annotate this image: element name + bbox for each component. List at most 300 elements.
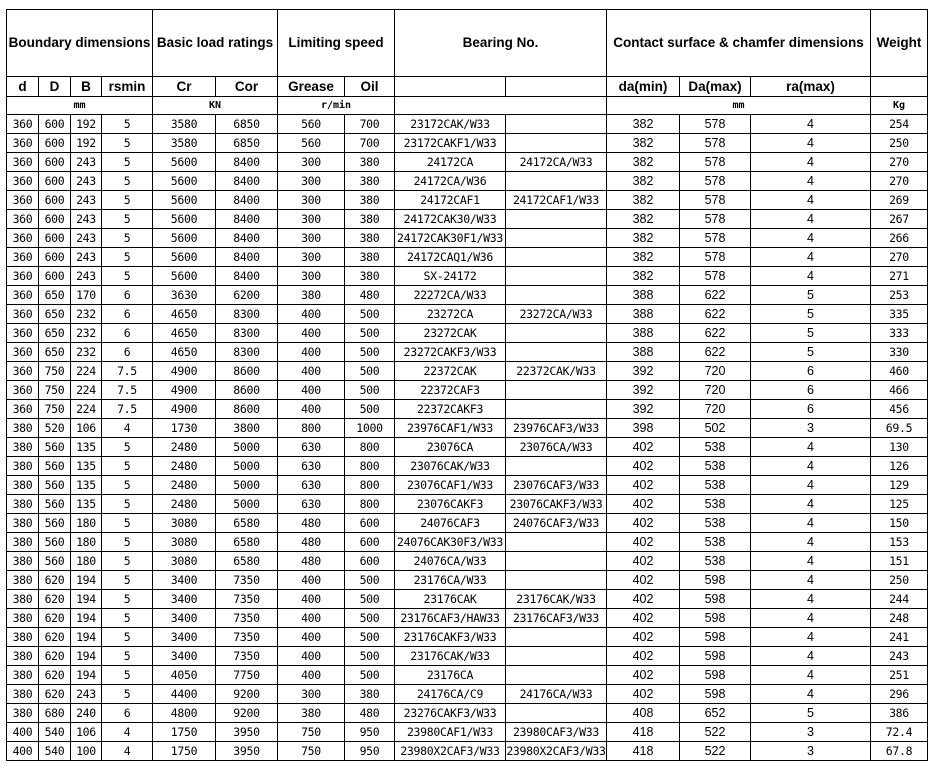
table-cell: 7350 [216,590,278,609]
table-cell: 400 [278,609,345,628]
table-cell: 3400 [153,628,216,647]
table-cell: 300 [278,685,345,704]
table-cell: 8400 [216,267,278,286]
table-cell: 360 [7,172,39,191]
table-cell: 460 [871,362,928,381]
table-cell [506,457,607,476]
table-cell: 266 [871,229,928,248]
table-cell: 400 [278,305,345,324]
table-cell: 600 [39,210,71,229]
table-cell: 4 [751,666,871,685]
table-cell: 456 [871,400,928,419]
table-cell: 180 [71,533,102,552]
table-cell: 600 [345,514,395,533]
table-cell: 650 [39,305,71,324]
table-cell: 380 [7,628,39,647]
table-cell: 23076CAKF3/W33 [506,495,607,514]
table-cell: 388 [607,324,680,343]
table-cell: 248 [871,609,928,628]
table-cell: 538 [680,438,751,457]
unit-contact: mm [607,97,871,115]
table-cell: 150 [871,514,928,533]
table-cell: 4 [751,628,871,647]
unit-load: KN [153,97,278,115]
table-cell: 4650 [153,324,216,343]
table-cell: 8300 [216,305,278,324]
table-cell: 750 [278,723,345,742]
table-cell: 300 [278,248,345,267]
table-cell: 578 [680,172,751,191]
table-cell: 24172CAF1/W33 [506,191,607,210]
table-row [7,267,928,286]
table-cell: 194 [71,609,102,628]
table-row [7,533,928,552]
table-cell: 382 [607,210,680,229]
table-cell: 402 [607,514,680,533]
bearing-spec-table [6,9,928,761]
table-row [7,609,928,628]
table-cell: 170 [71,286,102,305]
table-cell: 578 [680,153,751,172]
table-cell: 5 [751,704,871,723]
table-cell: 6850 [216,134,278,153]
table-cell: 620 [39,590,71,609]
table-cell: 8300 [216,343,278,362]
table-cell: 23980CAF3/W33 [506,723,607,742]
table-cell: 800 [278,419,345,438]
table-cell: 392 [607,400,680,419]
table-cell: 8600 [216,381,278,400]
table-cell: 23176CA [395,666,506,685]
table-cell: 241 [871,628,928,647]
table-cell: 630 [278,438,345,457]
table-cell: 538 [680,552,751,571]
table-cell [506,628,607,647]
table-cell: 4900 [153,400,216,419]
table-cell: 400 [278,362,345,381]
table-cell: 23076CA/W33 [506,438,607,457]
table-cell: 380 [345,191,395,210]
boundary-dimensions-header: Boundary dimensions [7,10,153,77]
table-cell: 23176CAF3/W33 [506,609,607,628]
table-cell: 380 [7,552,39,571]
table-cell: 23176CAKF3/W33 [395,628,506,647]
table-cell: 7350 [216,647,278,666]
table-cell: 380 [345,267,395,286]
table-row [7,153,928,172]
table-cell: 69.5 [871,419,928,438]
table-cell: 4 [751,476,871,495]
table-cell: 5 [102,647,153,666]
table-cell: 23272CA [395,305,506,324]
table-cell: 4 [751,609,871,628]
table-cell: 418 [607,742,680,761]
table-cell: 400 [278,324,345,343]
table-cell: 600 [39,191,71,210]
table-row [7,666,928,685]
table-row [7,248,928,267]
table-cell: 4 [751,552,871,571]
table-cell: 5 [102,476,153,495]
table-cell: 5600 [153,267,216,286]
table-cell: 538 [680,476,751,495]
table-cell: 24176CA/W33 [506,685,607,704]
table-cell: 598 [680,609,751,628]
table-cell: 380 [7,495,39,514]
table-cell: 382 [607,134,680,153]
table-cell: 680 [39,704,71,723]
table-row [7,210,928,229]
table-cell: 5 [102,628,153,647]
table-cell: 129 [871,476,928,495]
table-cell: 3080 [153,533,216,552]
table-cell: 23076CA [395,438,506,457]
table-cell: 380 [7,647,39,666]
table-cell: 560 [39,533,71,552]
table-cell: 6 [102,324,153,343]
table-cell: 800 [345,495,395,514]
table-cell: 270 [871,248,928,267]
table-cell: 300 [278,229,345,248]
table-cell: 23272CA/W33 [506,305,607,324]
col-cor: Cor [216,77,278,97]
table-row [7,590,928,609]
table-cell: 540 [39,723,71,742]
table-cell: 3 [751,742,871,761]
table-cell: 3630 [153,286,216,305]
table-cell: 23176CAF3/HAW33 [395,609,506,628]
col-grease: Grease [278,77,345,97]
table-cell: 22272CA/W33 [395,286,506,305]
table-cell [506,267,607,286]
table-cell: 5 [102,571,153,590]
table-cell: 243 [71,210,102,229]
table-cell: 23272CAK [395,324,506,343]
table-cell: 3400 [153,571,216,590]
table-cell: 224 [71,400,102,419]
table-cell: 750 [39,381,71,400]
table-cell: 620 [39,609,71,628]
table-cell: 380 [7,533,39,552]
table-cell: 560 [39,476,71,495]
table-cell: 7.5 [102,400,153,419]
table-cell: 402 [607,685,680,704]
table-cell: 5 [102,609,153,628]
unit-bearing [395,97,607,115]
table-cell: 382 [607,229,680,248]
table-cell: 22372CAKF3 [395,400,506,419]
table-cell: 560 [278,115,345,134]
table-cell: 598 [680,590,751,609]
table-cell: 600 [39,134,71,153]
unit-speed: r/min [278,97,395,115]
table-cell: 360 [7,153,39,172]
table-cell: 4 [751,248,871,267]
table-cell: 578 [680,267,751,286]
table-cell: 6580 [216,552,278,571]
table-cell: 8600 [216,400,278,419]
table-cell: 5 [751,324,871,343]
table-cell: 4 [102,419,153,438]
table-cell: 388 [607,286,680,305]
table-cell: 720 [680,381,751,400]
table-cell: 480 [278,552,345,571]
table-cell: 750 [39,400,71,419]
table-cell [506,647,607,666]
table-cell: 72.4 [871,723,928,742]
table-cell: 380 [7,476,39,495]
table-row [7,343,928,362]
table-cell: 8400 [216,191,278,210]
table-cell: 380 [278,704,345,723]
table-cell: 522 [680,742,751,761]
table-cell: 360 [7,210,39,229]
table-cell: 67.8 [871,742,928,761]
table-cell: 538 [680,514,751,533]
table-cell: 6580 [216,533,278,552]
table-cell: 24176CA/C9 [395,685,506,704]
table-cell: 5600 [153,210,216,229]
table-cell: 400 [278,571,345,590]
table-cell: 622 [680,324,751,343]
basic-load-ratings-header: Basic load ratings [153,10,278,77]
table-cell: 380 [278,286,345,305]
table-cell: 600 [39,229,71,248]
table-cell: 24172CAQ1/W36 [395,248,506,267]
table-cell [506,400,607,419]
table-cell: 380 [345,685,395,704]
table-cell: 600 [39,153,71,172]
col-cr: Cr [153,77,216,97]
table-cell: 598 [680,647,751,666]
table-cell: 130 [871,438,928,457]
table-cell: 500 [345,362,395,381]
table-cell: 578 [680,134,751,153]
table-cell: 538 [680,495,751,514]
table-cell: 578 [680,248,751,267]
table-cell: 500 [345,571,395,590]
table-cell: 8400 [216,229,278,248]
table-cell: 2480 [153,438,216,457]
table-row [7,571,928,590]
table-cell: 380 [7,704,39,723]
table-cell: 800 [345,457,395,476]
table-cell: 300 [278,210,345,229]
table-cell: 6 [102,704,153,723]
table-cell: 950 [345,742,395,761]
table-cell: 254 [871,115,928,134]
table-cell: 232 [71,343,102,362]
table-cell: 540 [39,742,71,761]
table-cell: 8400 [216,172,278,191]
table-cell: 620 [39,666,71,685]
table-cell: 4900 [153,381,216,400]
table-cell: 4050 [153,666,216,685]
table-cell: 4400 [153,685,216,704]
table-cell: 700 [345,115,395,134]
table-cell: 243 [871,647,928,666]
table-cell: 6 [102,286,153,305]
col-rsmin: rsmin [102,77,153,97]
table-cell: 600 [39,172,71,191]
table-cell: 620 [39,685,71,704]
table-cell [506,172,607,191]
table-cell: 24172CAK30F1/W33 [395,229,506,248]
table-cell: 8400 [216,153,278,172]
col-weight [871,77,928,97]
table-cell: 4 [751,172,871,191]
table-cell: 4 [751,495,871,514]
table-cell: 5 [102,229,153,248]
table-cell: 106 [71,419,102,438]
table-cell: 400 [278,647,345,666]
table-cell: 360 [7,115,39,134]
sub-header-row [7,77,928,97]
table-cell [506,210,607,229]
table-row [7,514,928,533]
table-row [7,457,928,476]
table-cell: 22372CAK [395,362,506,381]
table-row [7,134,928,153]
table-cell: 700 [345,134,395,153]
table-cell: 402 [607,647,680,666]
table-cell: 750 [39,362,71,381]
table-cell: 270 [871,153,928,172]
table-cell: 4 [751,514,871,533]
table-cell: 23172CAKF1/W33 [395,134,506,153]
table-cell: 5 [102,438,153,457]
table-cell: 620 [39,571,71,590]
table-cell: 560 [39,552,71,571]
table-cell: 5000 [216,438,278,457]
table-cell: 800 [345,438,395,457]
table-cell: 380 [7,419,39,438]
table-cell: 360 [7,362,39,381]
table-cell: 9200 [216,704,278,723]
table-cell: 335 [871,305,928,324]
table-cell: 382 [607,191,680,210]
table-cell: 3080 [153,552,216,571]
table-cell: 5600 [153,191,216,210]
table-cell: 7.5 [102,362,153,381]
table-cell: 386 [871,704,928,723]
table-cell [506,666,607,685]
table-cell: 402 [607,533,680,552]
table-cell: 5 [102,134,153,153]
table-cell: 4 [751,590,871,609]
table-cell: 380 [345,172,395,191]
table-cell: 23980X2CAF3/W33 [506,742,607,761]
table-cell: 2480 [153,476,216,495]
table-row [7,419,928,438]
table-cell: 22372CAF3 [395,381,506,400]
table-cell: 3 [751,419,871,438]
table-cell: 400 [7,742,39,761]
table-cell: 4 [751,210,871,229]
table-cell: 23172CAK/W33 [395,115,506,134]
table-cell: 135 [71,438,102,457]
table-cell [506,704,607,723]
table-row [7,438,928,457]
table-cell: 125 [871,495,928,514]
unit-dims: mm [7,97,153,115]
table-cell: 251 [871,666,928,685]
table-cell: 5 [102,248,153,267]
table-cell: 400 [278,590,345,609]
table-cell: 598 [680,571,751,590]
table-cell: 360 [7,324,39,343]
table-cell: 7350 [216,609,278,628]
table-cell: 382 [607,115,680,134]
table-cell: 598 [680,666,751,685]
bearing-no-header: Bearing No. [395,10,607,77]
table-cell: 382 [607,153,680,172]
table-cell: 3580 [153,134,216,153]
table-cell: 622 [680,286,751,305]
table-cell: 8400 [216,210,278,229]
table-cell: 23076CAF1/W33 [395,476,506,495]
table-cell: 5000 [216,476,278,495]
table-cell: 243 [71,172,102,191]
table-cell: 400 [7,723,39,742]
table-row [7,381,928,400]
table-row [7,115,928,134]
table-cell: 151 [871,552,928,571]
table-cell: 380 [345,153,395,172]
table-cell: 7350 [216,571,278,590]
table-cell: 400 [278,628,345,647]
table-cell: 23976CAF1/W33 [395,419,506,438]
table-cell [506,286,607,305]
table-cell [506,229,607,248]
table-cell: 360 [7,305,39,324]
table-cell: 23980CAF1/W33 [395,723,506,742]
table-cell: 5 [102,115,153,134]
table-row [7,305,928,324]
col-D: D [39,77,71,97]
table-cell: 5000 [216,457,278,476]
table-cell [506,248,607,267]
table-cell: 4650 [153,343,216,362]
table-cell: 194 [71,647,102,666]
table-cell: 388 [607,343,680,362]
table-cell: 6 [102,343,153,362]
table-cell: 194 [71,571,102,590]
table-cell: 578 [680,210,751,229]
table-cell: 622 [680,343,751,362]
table-cell: 270 [871,172,928,191]
table-cell: 7.5 [102,381,153,400]
table-cell: 4 [751,229,871,248]
table-cell: 418 [607,723,680,742]
table-cell: 267 [871,210,928,229]
table-cell: 243 [71,191,102,210]
table-cell: 4 [751,647,871,666]
table-cell: 402 [607,438,680,457]
unit-weight: Kg [871,97,928,115]
group-header-row [7,10,928,77]
table-cell: 135 [71,495,102,514]
table-cell: 1750 [153,723,216,742]
table-cell: 600 [345,552,395,571]
table-cell: 650 [39,324,71,343]
table-cell: 720 [680,362,751,381]
table-cell: 232 [71,305,102,324]
limiting-speed-header: Limiting speed [278,10,395,77]
table-cell: 560 [39,438,71,457]
table-cell: 600 [39,115,71,134]
table-cell: 24076CA/W33 [395,552,506,571]
